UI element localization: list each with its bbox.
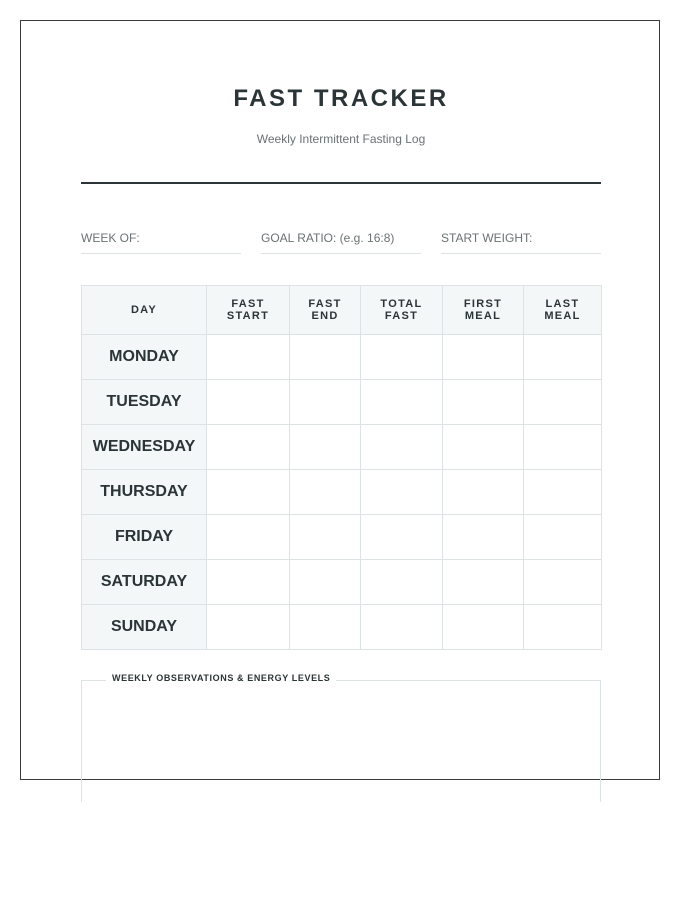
last-meal-cell[interactable] bbox=[524, 560, 602, 605]
table-header-row bbox=[82, 286, 602, 335]
week-of-label: WEEK OF: bbox=[81, 231, 140, 245]
last-meal-cell[interactable] bbox=[524, 470, 602, 515]
goal-ratio-label: GOAL RATIO: (e.g. 16:8) bbox=[261, 231, 395, 245]
total-fast-cell[interactable] bbox=[361, 425, 443, 470]
first-meal-cell[interactable] bbox=[443, 515, 524, 560]
start-weight-field[interactable] bbox=[441, 231, 601, 254]
table-row-monday bbox=[82, 335, 602, 380]
table-row-thursday bbox=[82, 470, 602, 515]
page-title: FAST TRACKER bbox=[233, 85, 449, 112]
fast-end-cell[interactable] bbox=[290, 425, 361, 470]
last-meal-cell[interactable] bbox=[524, 335, 602, 380]
week-of-field[interactable] bbox=[81, 231, 241, 254]
day-label: MONDAY bbox=[82, 335, 207, 380]
goal-ratio-field[interactable] bbox=[261, 231, 421, 254]
first-meal-cell[interactable] bbox=[443, 605, 524, 650]
last-meal-cell[interactable] bbox=[524, 425, 602, 470]
fast-start-cell[interactable] bbox=[207, 605, 290, 650]
fast-start-cell[interactable] bbox=[207, 515, 290, 560]
column-header-first-meal: FIRST MEAL bbox=[443, 286, 524, 335]
day-label: TUESDAY bbox=[82, 380, 207, 425]
fast-start-cell[interactable] bbox=[207, 560, 290, 605]
column-header-last-meal: LAST MEAL bbox=[524, 286, 602, 335]
page-subtitle: Weekly Intermittent Fasting Log bbox=[256, 132, 426, 146]
weekly-observations-label: WEEKLY OBSERVATIONS & ENERGY LEVELS bbox=[106, 673, 336, 683]
table-row-sunday bbox=[82, 605, 602, 650]
first-meal-cell[interactable] bbox=[443, 470, 524, 515]
fast-start-cell[interactable] bbox=[207, 425, 290, 470]
first-meal-cell[interactable] bbox=[443, 425, 524, 470]
column-header-day: DAY bbox=[82, 286, 207, 335]
day-label: FRIDAY bbox=[82, 515, 207, 560]
total-fast-cell[interactable] bbox=[361, 560, 443, 605]
day-label: WEDNESDAY bbox=[82, 425, 207, 470]
last-meal-cell[interactable] bbox=[524, 380, 602, 425]
total-fast-cell[interactable] bbox=[361, 605, 443, 650]
fast-end-cell[interactable] bbox=[290, 470, 361, 515]
column-header-total-fast: TOTAL FAST bbox=[361, 286, 443, 335]
last-meal-cell[interactable] bbox=[524, 605, 602, 650]
weekly-observations-box[interactable] bbox=[81, 673, 601, 802]
table-row-friday bbox=[82, 515, 602, 560]
fast-end-cell[interactable] bbox=[290, 335, 361, 380]
fast-start-cell[interactable] bbox=[207, 380, 290, 425]
start-weight-label: START WEIGHT: bbox=[441, 231, 533, 245]
fast-start-cell[interactable] bbox=[207, 335, 290, 380]
day-label: SATURDAY bbox=[82, 560, 207, 605]
total-fast-cell[interactable] bbox=[361, 335, 443, 380]
first-meal-cell[interactable] bbox=[443, 560, 524, 605]
table-row-tuesday bbox=[82, 380, 602, 425]
column-header-fast-end: FAST END bbox=[290, 286, 361, 335]
fast-start-cell[interactable] bbox=[207, 470, 290, 515]
fast-end-cell[interactable] bbox=[290, 605, 361, 650]
total-fast-cell[interactable] bbox=[361, 380, 443, 425]
fast-end-cell[interactable] bbox=[290, 515, 361, 560]
day-label: SUNDAY bbox=[82, 605, 207, 650]
day-label: THURSDAY bbox=[82, 470, 207, 515]
total-fast-cell[interactable] bbox=[361, 470, 443, 515]
table-row-saturday bbox=[82, 560, 602, 605]
column-header-fast-start: FAST START bbox=[207, 286, 290, 335]
fasting-log-table bbox=[81, 285, 602, 650]
title-divider bbox=[81, 182, 601, 184]
last-meal-cell[interactable] bbox=[524, 515, 602, 560]
first-meal-cell[interactable] bbox=[443, 380, 524, 425]
total-fast-cell[interactable] bbox=[361, 515, 443, 560]
fast-end-cell[interactable] bbox=[290, 380, 361, 425]
fast-end-cell[interactable] bbox=[290, 560, 361, 605]
first-meal-cell[interactable] bbox=[443, 335, 524, 380]
table-row-wednesday bbox=[82, 425, 602, 470]
